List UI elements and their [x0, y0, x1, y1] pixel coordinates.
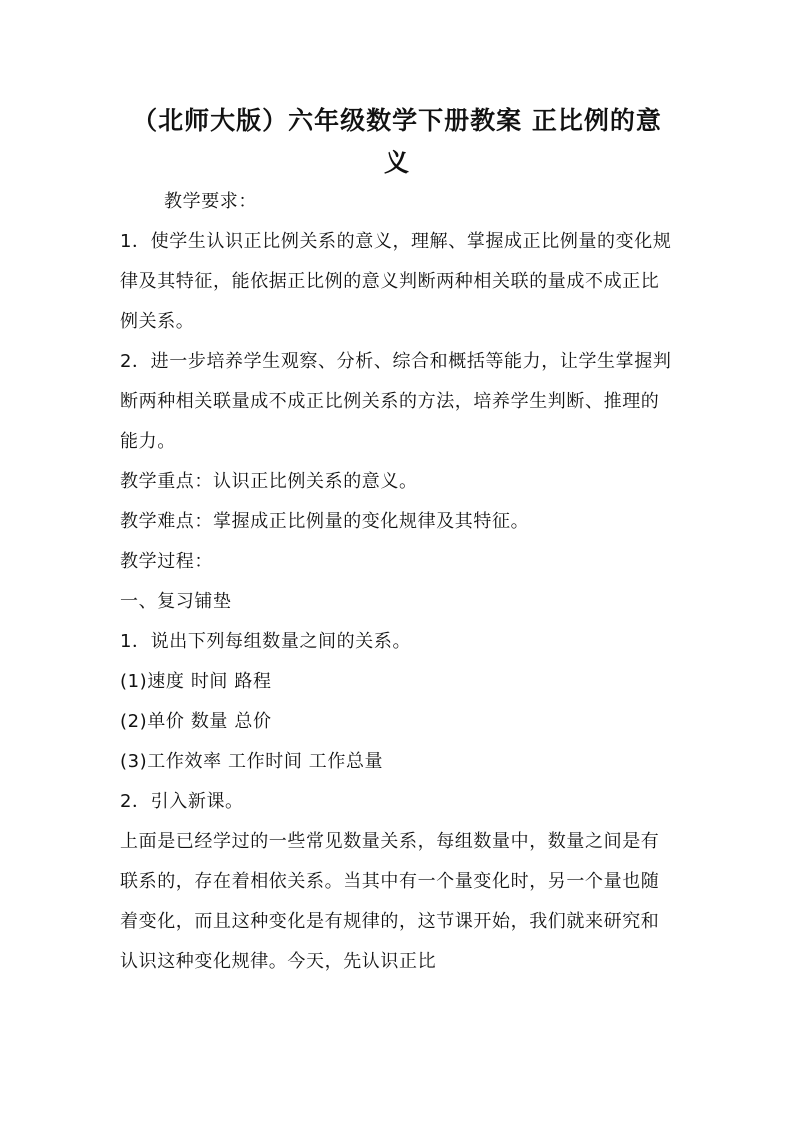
paragraph-requirement-2: 2．进一步培养学生观察、分析、综合和概括等能力，让学生掌握判断两种相关联量成不成正比例关系的方法，培养学生判断、推理的能力。: [120, 351, 672, 452]
paragraph-relation-3: (3)工作效率 工作时间 工作总量: [120, 751, 384, 772]
paragraph-relation-2: (2)单价 数量 总价: [120, 711, 272, 732]
paragraph-teaching-difficulty: 教学难点：掌握成正比例量的变化规律及其特征。: [120, 511, 530, 532]
paragraph-requirement-1: 1．使学生认识正比例关系的意义，理解、掌握成正比例量的变化规律及其特征，能依据正比例的意义判断两种相关联的量成不成正比例关系。: [120, 231, 672, 332]
paragraph-review-item-1: 1．说出下列每组数量之间的关系。: [120, 631, 412, 652]
paragraph-introduce-new-lesson: 2．引入新课。: [120, 791, 244, 812]
paragraph-teaching-focus: 教学重点：认识正比例关系的意义。: [120, 471, 418, 492]
paragraph-relation-1: (1)速度 时间 路程: [120, 671, 272, 692]
paragraph-introduction-text: 上面是已经学过的一些常见数量关系，每组数量中，数量之间是有联系的，存在着相依关系。当其中有一个量变化时，另一个量也随着变化，而且这种变化是有规律的，这节课开始，我们就来研究和认识这种变化规律。今天，先认识正比: [120, 831, 660, 972]
paragraph-teaching-process: 教学过程：: [120, 551, 213, 572]
paragraph-section-review: 一、复习铺垫: [120, 591, 232, 612]
document-body: [120, 182, 676, 982]
document-title: （北师大版）六年级数学下册教案 正比例的意义: [132, 106, 662, 177]
paragraph-teaching-requirements-heading: 教学要求：: [164, 191, 257, 212]
